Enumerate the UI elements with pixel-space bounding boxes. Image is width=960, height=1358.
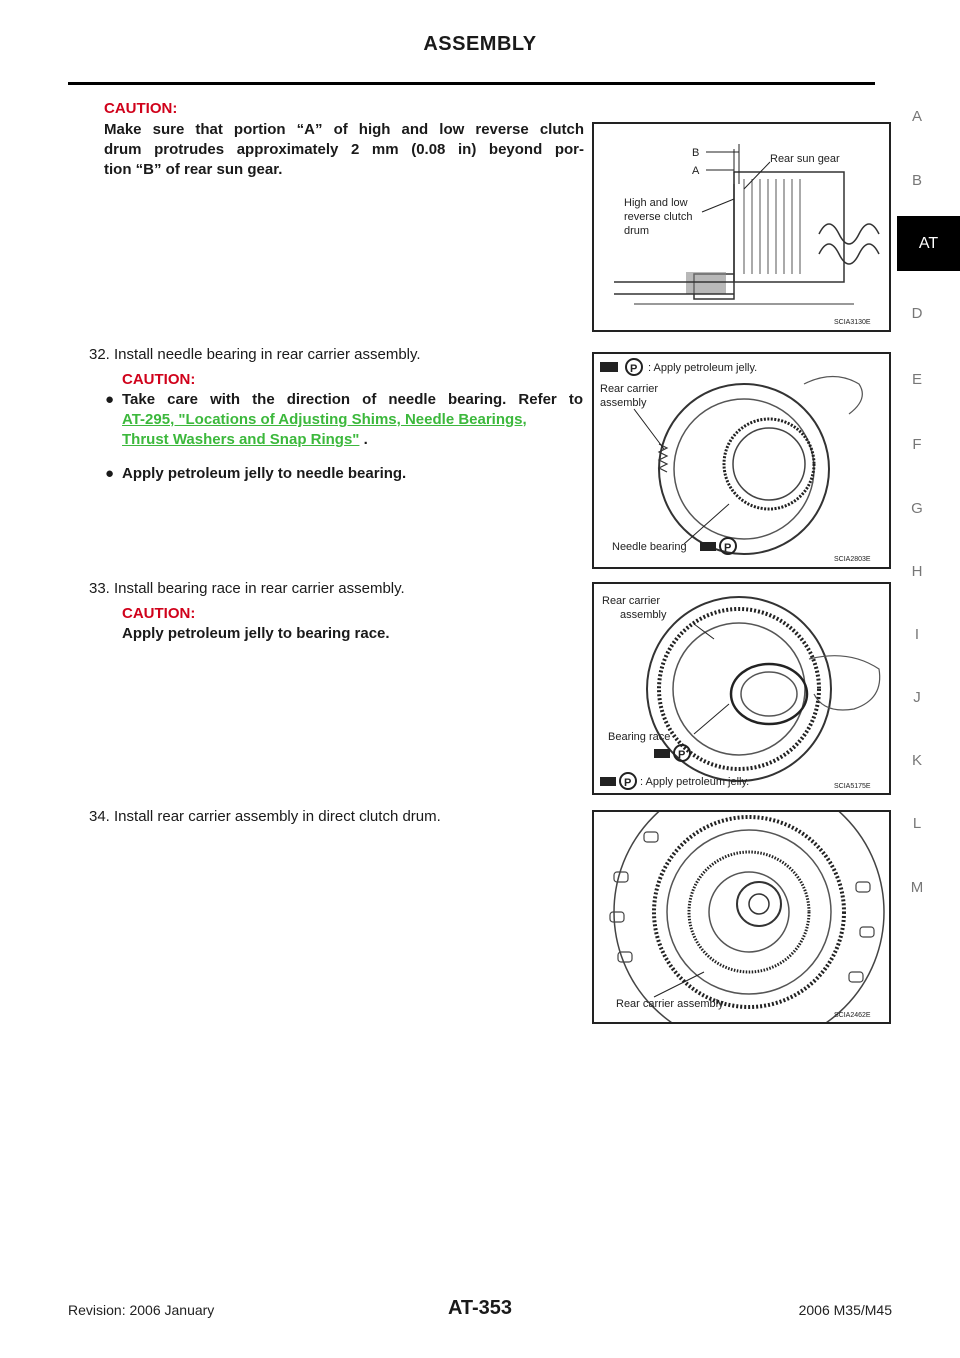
legend-petroleum-jelly: : Apply petroleum jelly. (648, 362, 758, 374)
figure-code: SCIA2462E (834, 1012, 871, 1019)
label-bearing-race: Bearing race (608, 731, 671, 743)
bullet-text: Apply petroleum jelly to needle bearing. (122, 465, 407, 482)
label-carrier-line1: Rear carrier (600, 383, 659, 395)
needle-bearing-diagram (594, 354, 889, 567)
side-index-at-active[interactable]: AT (897, 216, 960, 271)
svg-text:P: P (630, 363, 638, 375)
figure-code: SCIA3130E (834, 319, 871, 326)
caution-text (104, 120, 584, 180)
step-34: 34. Install rear carrier assembly in direct clutch drum. (89, 808, 441, 825)
figure-code: SCIA2803E (834, 556, 871, 563)
side-index-d[interactable]: D (911, 305, 923, 322)
svg-text:P: P (678, 749, 686, 761)
figure-direct-clutch-drum (592, 810, 891, 1024)
bullet-petroleum (105, 464, 583, 484)
legend-petroleum-jelly: : Apply petroleum jelly. (640, 776, 750, 788)
label-carrier-line1: Rear carrier (602, 595, 661, 607)
figure-bearing-race (592, 582, 891, 795)
side-index-g[interactable]: G (911, 500, 923, 517)
caution-label: CAUTION: (122, 371, 196, 388)
side-index-h[interactable]: H (911, 563, 923, 580)
side-index-f[interactable]: F (912, 436, 922, 453)
reference-tail: . (359, 431, 368, 448)
label-drum-line2: reverse clutch (624, 211, 693, 223)
svg-text:P: P (624, 777, 632, 789)
reference-link[interactable]: AT-295, "Locations of Adjusting Shims, Needle Bearings, (122, 411, 527, 428)
label-b: B (692, 147, 700, 159)
header-rule (68, 82, 875, 85)
label-rear-carrier-assembly: Rear carrier assembly (616, 998, 724, 1010)
step-32: 32. Install needle bearing in rear carrier assembly. (89, 346, 421, 363)
side-index-l[interactable]: L (912, 815, 922, 832)
reference-link[interactable]: Thrust Washers and Snap Rings" (122, 431, 360, 448)
label-carrier-line2: assembly (600, 397, 647, 409)
caution-label: CAUTION: (122, 605, 196, 622)
side-index-i[interactable]: I (914, 626, 920, 643)
side-index-k[interactable]: K (911, 752, 922, 769)
bullet-dot: ● (105, 391, 115, 408)
side-index-j[interactable]: J (913, 689, 921, 706)
label-drum-line1: High and low (624, 197, 688, 209)
caution-line: Make sure that portion “A” of high and low reverse clutch (104, 121, 584, 138)
svg-text:P: P (724, 542, 732, 554)
figure-code: SCIA5175E (834, 783, 871, 790)
footer-model: 2006 M35/M45 (798, 1302, 892, 1318)
sun-gear-diagram (594, 124, 889, 330)
caution-line: drum protrudes approximately 2 mm (0.08 in) beyond por- (104, 141, 584, 158)
label-rear-sun-gear: Rear sun gear (770, 153, 840, 165)
label-needle-bearing: Needle bearing (612, 541, 687, 553)
label-a: A (692, 165, 700, 177)
bullet-direction (105, 390, 583, 410)
side-index-e[interactable]: E (911, 371, 922, 388)
bullet-text: Take care with the direction of needle bearing. Refer to (122, 391, 583, 408)
caution-text: Apply petroleum jelly to bearing race. (122, 625, 390, 642)
figure-sun-gear-protrusion (592, 122, 891, 332)
cross-reference (122, 410, 584, 450)
side-index-a[interactable]: A (911, 108, 922, 125)
direct-clutch-diagram (594, 812, 889, 1022)
figure-needle-bearing (592, 352, 891, 569)
label-carrier-line2: assembly (620, 609, 667, 621)
side-index-b[interactable]: B (911, 172, 922, 189)
caution-label: CAUTION: (104, 100, 178, 117)
page-title: ASSEMBLY (423, 33, 537, 55)
step-33: 33. Install bearing race in rear carrier assembly. (89, 580, 405, 597)
label-drum-line3: drum (624, 225, 650, 237)
footer-page-number: AT-353 (447, 1297, 513, 1319)
bullet-dot: ● (105, 465, 115, 482)
footer-revision: Revision: 2006 January (68, 1302, 215, 1318)
caution-line: tion “B” of rear sun gear. (104, 161, 283, 178)
bearing-race-diagram (594, 584, 889, 793)
side-index-m[interactable]: M (910, 879, 924, 896)
